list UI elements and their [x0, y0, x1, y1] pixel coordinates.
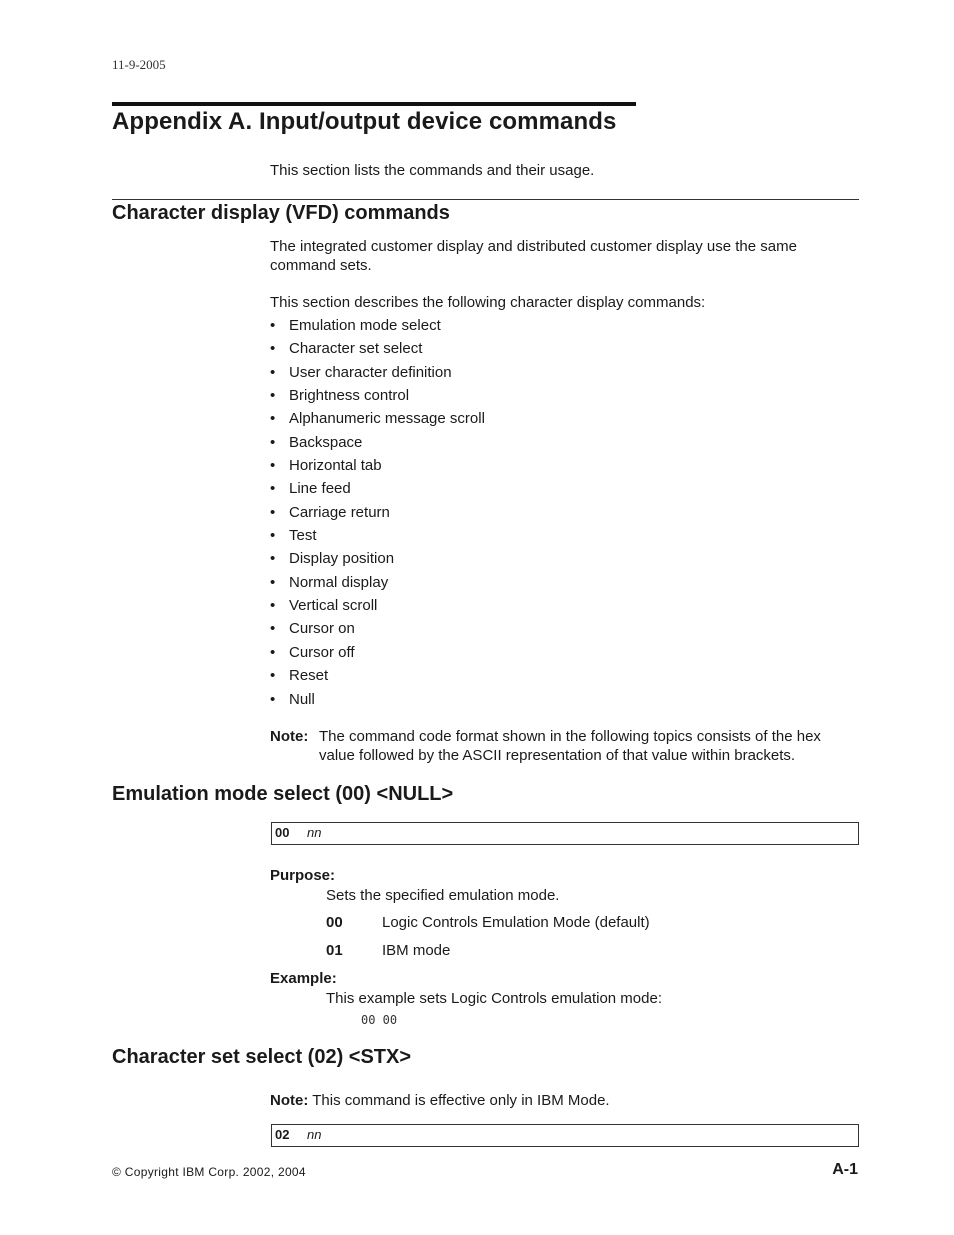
list-item-label: Character set select	[289, 340, 423, 358]
list-item-label: Emulation mode select	[289, 317, 441, 334]
copyright-footer: © Copyright IBM Corp. 2002, 2004	[112, 1165, 306, 1179]
syntax-box-emulation	[271, 822, 859, 845]
list-item-label: Backspace	[289, 433, 363, 451]
page-title: Appendix A. Input/output device commands	[112, 108, 617, 135]
bullet: •	[270, 363, 276, 381]
bullet: •	[270, 573, 276, 591]
bullet: •	[270, 527, 276, 545]
list-item	[270, 363, 485, 386]
note-label: Note:	[270, 728, 309, 745]
list-item	[270, 596, 485, 619]
note-text: This command is effective only in IBM Mode.	[312, 1092, 610, 1109]
list-item	[270, 503, 485, 526]
list-item-label: User character definition	[289, 363, 452, 381]
list-item	[270, 316, 485, 339]
option-code: 00	[326, 914, 343, 931]
bullet: •	[270, 480, 276, 498]
option-description: Logic Controls Emulation Mode (default)	[382, 914, 650, 931]
list-item	[270, 479, 485, 502]
syntax-param: nn	[307, 1127, 322, 1142]
bullet: •	[270, 340, 276, 358]
intro-text: This section lists the commands and their usage.	[270, 162, 595, 179]
list-item-label: Horizontal tab	[289, 457, 382, 475]
vfd-paragraph-1: The integrated customer display and distributed customer display use the same command sets.	[270, 238, 797, 274]
list-item-label: Brightness control	[289, 387, 410, 405]
page-date: 11-9-2005	[112, 57, 166, 72]
section-heading-emulation: Emulation mode select (00) <NULL>	[112, 783, 454, 805]
list-item-label: Test	[289, 527, 317, 545]
list-item	[270, 573, 485, 596]
list-item	[270, 643, 485, 666]
example-code: 00 00	[361, 1013, 398, 1027]
list-item	[270, 409, 485, 432]
list-item-label: Normal display	[289, 573, 389, 591]
command-list	[270, 316, 485, 713]
syntax-param: nn	[307, 825, 322, 840]
list-item-label: Alphanumeric message scroll	[289, 410, 485, 428]
list-item-label: Cursor off	[289, 643, 355, 661]
page-number: A-1	[832, 1161, 858, 1178]
purpose-label: Purpose:	[270, 867, 336, 884]
bullet: •	[270, 410, 276, 428]
bullet: •	[270, 433, 276, 451]
list-item-label: Display position	[289, 550, 395, 568]
list-item	[270, 386, 485, 409]
section-heading-vfd: Character display (VFD) commands	[112, 202, 450, 224]
list-item-label: Reset	[289, 667, 329, 685]
note-label: Note:	[270, 1092, 309, 1109]
list-item	[270, 549, 485, 572]
section-divider	[112, 199, 859, 200]
syntax-code: 02	[275, 1127, 290, 1142]
bullet: •	[270, 620, 276, 638]
format-note	[270, 727, 860, 765]
note-text: The command code format shown in the following topics consists of the hex value followed by the ASCII representation of that value within brackets.	[319, 728, 821, 764]
bullet: •	[270, 387, 276, 405]
list-item-label: Vertical scroll	[289, 597, 378, 615]
syntax-code: 00	[275, 825, 290, 840]
list-item	[270, 456, 485, 479]
bullet: •	[270, 457, 276, 475]
list-item	[270, 690, 485, 713]
syntax-box-charset	[271, 1124, 859, 1147]
list-item	[270, 526, 485, 549]
bullet: •	[270, 597, 276, 615]
vfd-paragraph-2: This section describes the following character display commands:	[270, 294, 706, 311]
bullet: •	[270, 667, 276, 685]
example-text: This example sets Logic Controls emulation mode:	[326, 990, 662, 1007]
bullet: •	[270, 690, 276, 708]
option-code: 01	[326, 942, 343, 959]
list-item-label: Line feed	[289, 480, 351, 498]
example-label: Example:	[270, 970, 337, 987]
ibm-mode-note	[270, 1091, 610, 1110]
list-item	[270, 666, 485, 689]
section-heading-charset: Character set select (02) <STX>	[112, 1046, 412, 1068]
list-item-label: Carriage return	[289, 503, 390, 521]
bullet: •	[270, 643, 276, 661]
list-item	[270, 433, 485, 456]
purpose-text: Sets the specified emulation mode.	[326, 887, 560, 904]
list-item	[270, 339, 485, 362]
title-rule	[112, 102, 636, 106]
bullet: •	[270, 317, 276, 334]
bullet: •	[270, 550, 276, 568]
list-item-label: Null	[289, 690, 315, 708]
option-description: IBM mode	[382, 942, 451, 959]
bullet: •	[270, 503, 276, 521]
list-item	[270, 619, 485, 642]
list-item-label: Cursor on	[289, 620, 355, 638]
